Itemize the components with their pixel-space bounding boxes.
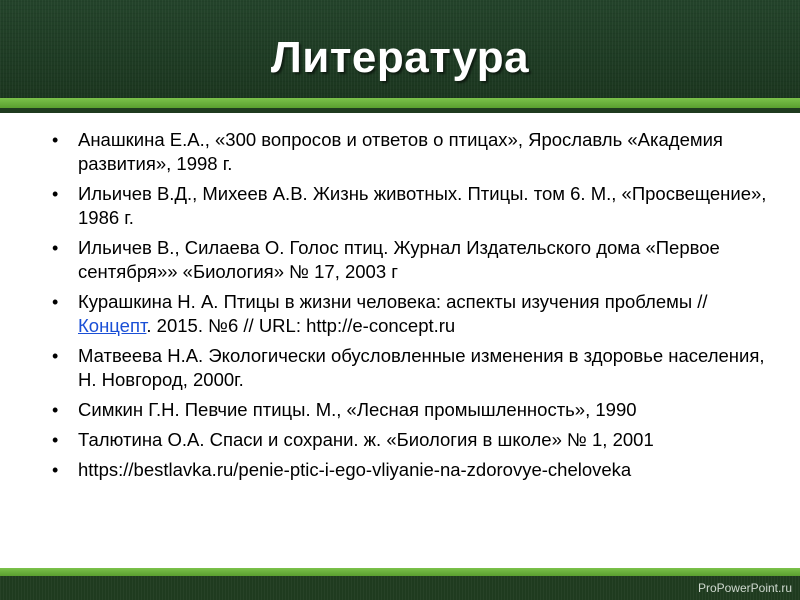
list-item — [46, 398, 776, 422]
bullet-icon: • — [52, 460, 59, 480]
bullet-icon: • — [52, 130, 59, 150]
list-item — [46, 182, 776, 230]
dark-stripe-top — [0, 108, 800, 113]
accent-stripe-bottom — [0, 568, 800, 576]
list-item — [46, 236, 776, 284]
slide-title: Литература — [270, 33, 530, 82]
references-content — [46, 128, 776, 488]
reference-text: https://bestlavka.ru/penie-ptic-i-ego-vliyanie-na-zdorovye-cheloveka — [78, 459, 632, 480]
list-item — [46, 344, 776, 392]
reference-text: Симкин Г.Н. Певчие птицы. М., «Лесная промышленность», 1990 — [78, 399, 637, 420]
reference-text-before-link: Курашкина Н. А. Птицы в жизни человека: аспекты изучения проблемы // — [78, 291, 708, 312]
accent-stripe-top — [0, 98, 800, 108]
list-item — [46, 290, 776, 338]
reference-text: Анашкина Е.А., «300 вопросов и ответов о птицах», Ярославль «Академия развития», 1998 г. — [78, 129, 723, 174]
list-item — [46, 458, 776, 482]
koncept-link[interactable]: Концепт — [78, 315, 147, 336]
reference-list — [46, 128, 776, 482]
bullet-icon: • — [52, 430, 59, 450]
bullet-icon: • — [52, 400, 59, 420]
list-item — [46, 128, 776, 176]
list-item — [46, 428, 776, 452]
reference-text: Матвеева Н.А. Экологически обусловленные изменения в здоровье населения, Н. Новгород, 2000г. — [78, 345, 765, 390]
reference-text: Ильичев В., Силаева О. Голос птиц. Журнал Издательского дома «Первое сентября»» «Биология» № 17, 2003 г — [78, 237, 720, 282]
reference-text-after-link: . 2015. №6 // URL: http://e-concept.ru — [146, 315, 456, 336]
watermark: ProPowerPoint.ru — [697, 581, 792, 595]
bullet-icon: • — [52, 238, 59, 258]
footer-bar — [0, 576, 800, 600]
reference-text: Ильичев В.Д., Михеев А.В. Жизнь животных. Птицы. том 6. М., «Просвещение», 1986 г. — [78, 183, 767, 228]
bullet-icon: • — [52, 346, 59, 366]
reference-text: Талютина О.А. Спаси и сохрани. ж. «Биология в школе» № 1, 2001 — [78, 429, 654, 450]
bullet-icon: • — [52, 292, 59, 312]
bullet-icon: • — [52, 184, 59, 204]
title-bar — [0, 0, 800, 98]
